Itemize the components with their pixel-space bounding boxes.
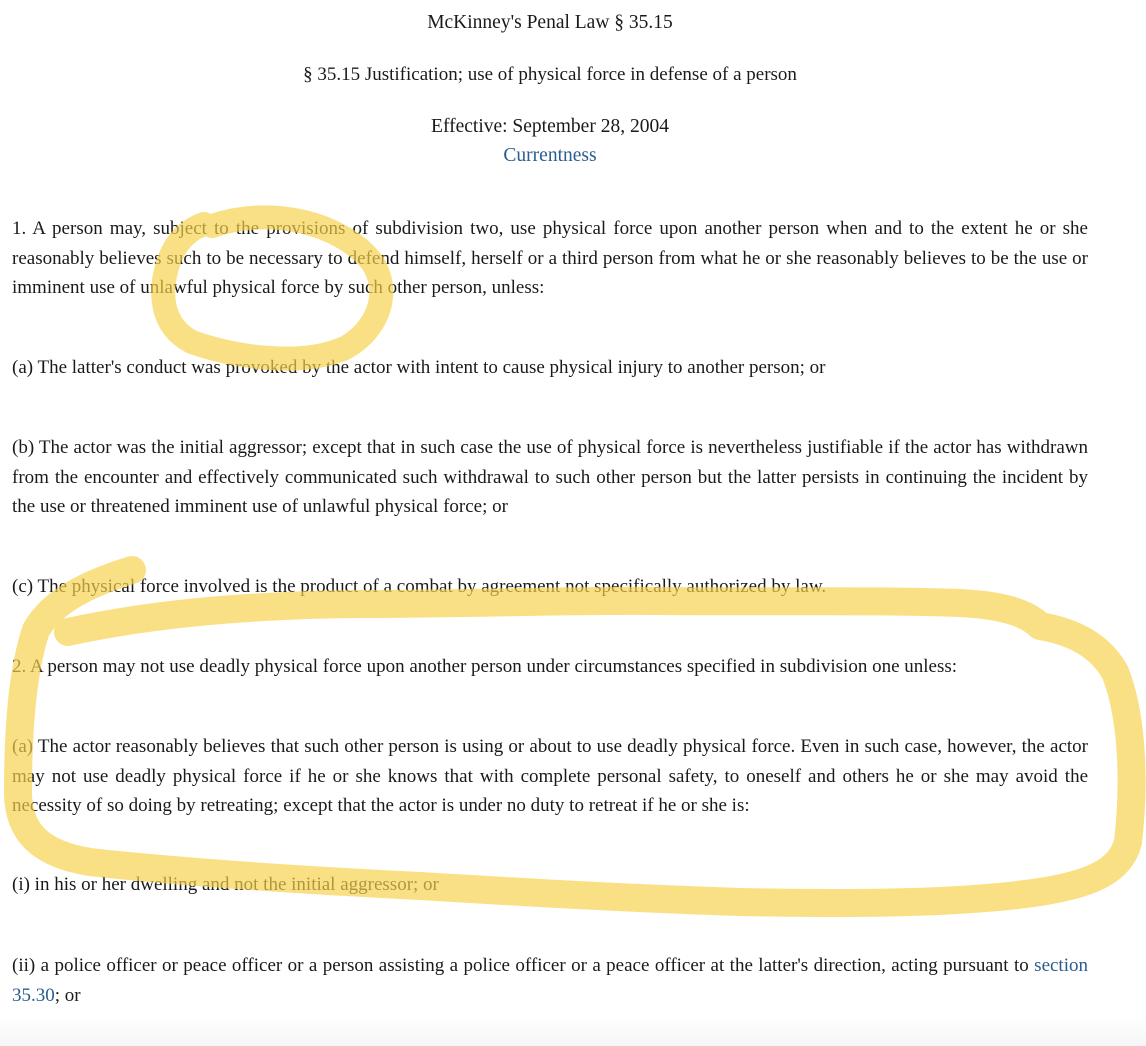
- clause-a-paragraph: (a) The latter's conduct was provoked by the actor with intent to cause physical injury to another person; or: [12, 357, 826, 378]
- clause-b-paragraph: (b) The actor was the initial aggressor; except that in such case the use of physical force is nevertheless justifiable if the actor has withdrawn from the encounter and effectively communicated such withdrawal to such other person but the latter persists in continuing the incident by the use or threatened imminent use of unlawful physical force; or: [12, 437, 1088, 517]
- clause-c-paragraph: (c) The physical force involved is the product of a combat by agreement not specifically authorized by law.: [12, 576, 827, 597]
- subdivision-2a-paragraph: (a) The actor reasonably believes that such other person is using or about to use deadly physical force. Even in such case, however, the actor may not use deadly physical force if he or she knows that with complete personal safety, to oneself and others he or she may avoid the necessity of so doing by retreating; except that the actor is under no duty to retreat if he or she is:: [12, 736, 1088, 816]
- effective-date: Effective: September 28, 2004: [431, 116, 669, 137]
- section-35-30-link[interactable]: section 35.30: [12, 955, 1088, 1006]
- currentness-link[interactable]: Currentness: [503, 145, 597, 166]
- clause-ii-text: (ii) a police officer or peace officer or a person assisting a police officer or a peace officer at the latter's direction, acting pursuant to: [12, 955, 1029, 976]
- subdivision-1-paragraph: 1. A person may, subject to the provisions of subdivision two, use physical force upon another person when and to the extent he or she reasonably believes such to be necessary to defend himself, herself or a third person from what he or she reasonably believes to be the use or imminent use of unlawful physical force by such other person, unless:: [12, 218, 1088, 298]
- section-heading: § 35.15 Justification; use of physical force in defense of a person: [303, 64, 797, 85]
- subdivision-2-paragraph: 2. A person may not use deadly physical force upon another person under circumstances specified in subdivision one unless:: [12, 656, 958, 677]
- clause-i-paragraph: (i) in his or her dwelling and not the initial aggressor; or: [12, 874, 439, 895]
- clause-ii-tail: ; or: [54, 984, 81, 1006]
- clause-ii-paragraph: [12, 951, 1088, 1010]
- document-title: McKinney's Penal Law § 35.15: [427, 12, 673, 33]
- bottom-fade: [0, 1016, 1146, 1046]
